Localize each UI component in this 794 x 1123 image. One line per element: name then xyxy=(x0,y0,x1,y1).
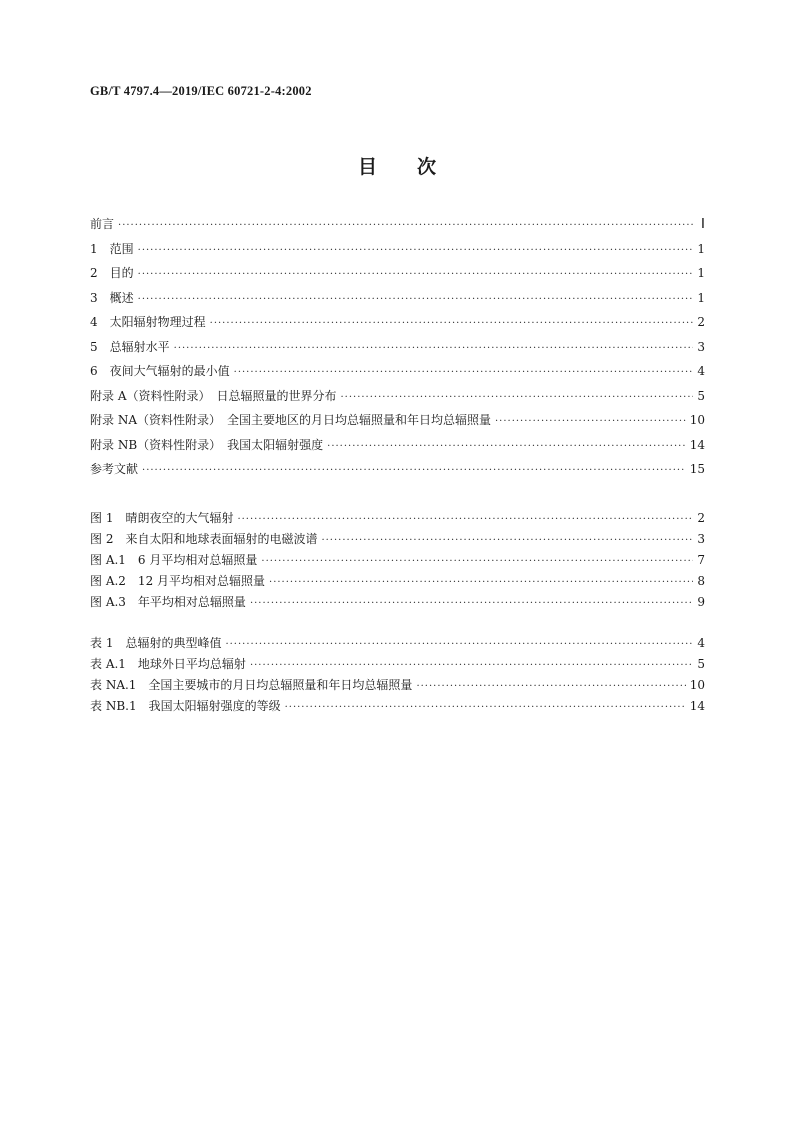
figure-entry-page: 9 xyxy=(697,595,705,609)
table-entry-page: 14 xyxy=(689,699,705,713)
leader-dots xyxy=(269,577,693,588)
leader-dots xyxy=(416,681,685,692)
table-entry-page: 5 xyxy=(697,657,705,671)
toc-entry[interactable] xyxy=(90,387,705,412)
toc-entry[interactable] xyxy=(90,240,705,265)
figure-entry-page: 2 xyxy=(697,511,705,525)
toc-entry-page: 1 xyxy=(697,290,705,305)
leader-dots xyxy=(495,416,686,427)
toc-entry-label: 3 概述 xyxy=(90,290,134,305)
toc-entry-label: 前言 xyxy=(90,217,115,231)
toc-entry-label: 4 太阳辐射物理过程 xyxy=(90,315,206,329)
toc-figures xyxy=(90,509,705,614)
leader-dots xyxy=(142,465,686,476)
table-entry[interactable] xyxy=(90,697,705,718)
table-entry[interactable] xyxy=(90,634,705,655)
toc-entry[interactable] xyxy=(90,264,705,289)
toc-entry-label: 附录 A（资料性附录） 日总辐照量的世界分布 xyxy=(90,388,337,403)
table-entry-label: 表 1 总辐射的典型峰值 xyxy=(90,636,222,650)
figure-entry[interactable] xyxy=(90,551,705,572)
leader-dots xyxy=(118,220,693,231)
leader-dots xyxy=(138,245,693,256)
leader-dots xyxy=(321,535,693,546)
toc-entry-page: 14 xyxy=(689,437,705,452)
toc-entry[interactable] xyxy=(90,436,705,461)
toc-entry-page: 2 xyxy=(697,315,705,329)
figure-entry-label: 图 1 晴朗夜空的大气辐射 xyxy=(90,511,234,525)
figure-entry-label: 图 A.1 6 月平均相对总辐照量 xyxy=(90,553,258,567)
leader-dots xyxy=(138,294,693,305)
figure-entry-label: 图 A.2 12 月平均相对总辐照量 xyxy=(90,574,266,588)
figure-entry-page: 8 xyxy=(697,574,705,588)
leader-dots xyxy=(250,660,693,671)
toc-entry-label: 1 范围 xyxy=(90,241,134,256)
toc-tables xyxy=(90,634,705,718)
toc-entry[interactable] xyxy=(90,338,705,363)
leader-dots xyxy=(340,392,693,403)
toc-entry-page: 1 xyxy=(697,241,705,256)
toc-entry[interactable] xyxy=(90,460,705,485)
toc-entry-page: Ⅰ xyxy=(700,217,705,232)
toc-entry[interactable] xyxy=(90,362,705,387)
figure-entry[interactable] xyxy=(90,593,705,614)
toc-main xyxy=(90,215,705,485)
table-entry-label: 表 A.1 地球外日平均总辐射 xyxy=(90,657,246,671)
toc-entry-label: 6 夜间大气辐射的最小值 xyxy=(90,364,230,378)
leader-dots xyxy=(138,269,693,280)
leader-dots xyxy=(285,702,686,713)
toc-entry-page: 10 xyxy=(689,413,705,427)
leader-dots xyxy=(210,318,693,329)
leader-dots xyxy=(234,367,693,378)
toc-entry-page: 1 xyxy=(697,266,705,280)
leader-dots xyxy=(250,598,693,609)
table-entry-label: 表 NA.1 全国主要城市的月日均总辐照量和年日均总辐照量 xyxy=(90,678,413,692)
leader-dots xyxy=(261,556,693,567)
toc-entry-label: 附录 NB（资料性附录） 我国太阳辐射强度 xyxy=(90,437,324,452)
leader-dots xyxy=(174,343,693,354)
document-header: GB/T 4797.4—2019/IEC 60721-2-4:2002 xyxy=(90,84,312,98)
leader-dots xyxy=(225,639,693,650)
page-title: 目次 xyxy=(357,156,476,178)
toc-entry-label: 5 总辐射水平 xyxy=(90,339,170,354)
toc-entry[interactable] xyxy=(90,215,705,240)
toc-entry-page: 4 xyxy=(697,364,705,378)
leader-dots xyxy=(327,441,686,452)
table-entry-page: 4 xyxy=(697,636,705,650)
toc-entry-page: 3 xyxy=(697,339,705,354)
figure-entry-label: 图 A.3 年平均相对总辐照量 xyxy=(90,595,246,609)
toc-entry[interactable] xyxy=(90,313,705,338)
figure-entry-label: 图 2 来自太阳和地球表面辐射的电磁波谱 xyxy=(90,532,318,546)
figure-entry-page: 3 xyxy=(697,532,705,546)
table-entry[interactable] xyxy=(90,676,705,697)
toc-entry-label: 2 目的 xyxy=(90,266,134,280)
leader-dots xyxy=(237,514,693,525)
figure-entry[interactable] xyxy=(90,509,705,530)
toc-entry-page: 15 xyxy=(689,462,705,476)
table-entry[interactable] xyxy=(90,655,705,676)
figure-entry[interactable] xyxy=(90,530,705,551)
toc-entry-label: 附录 NA（资料性附录） 全国主要地区的月日均总辐照量和年日均总辐照量 xyxy=(90,413,491,427)
toc-entry[interactable] xyxy=(90,411,705,436)
figure-entry[interactable] xyxy=(90,572,705,593)
table-entry-label: 表 NB.1 我国太阳辐射强度的等级 xyxy=(90,699,281,713)
toc-entry-page: 5 xyxy=(697,388,705,403)
table-entry-page: 10 xyxy=(689,678,705,692)
figure-entry-page: 7 xyxy=(697,553,705,567)
toc-entry[interactable] xyxy=(90,289,705,314)
toc-entry-label: 参考文献 xyxy=(90,462,139,476)
